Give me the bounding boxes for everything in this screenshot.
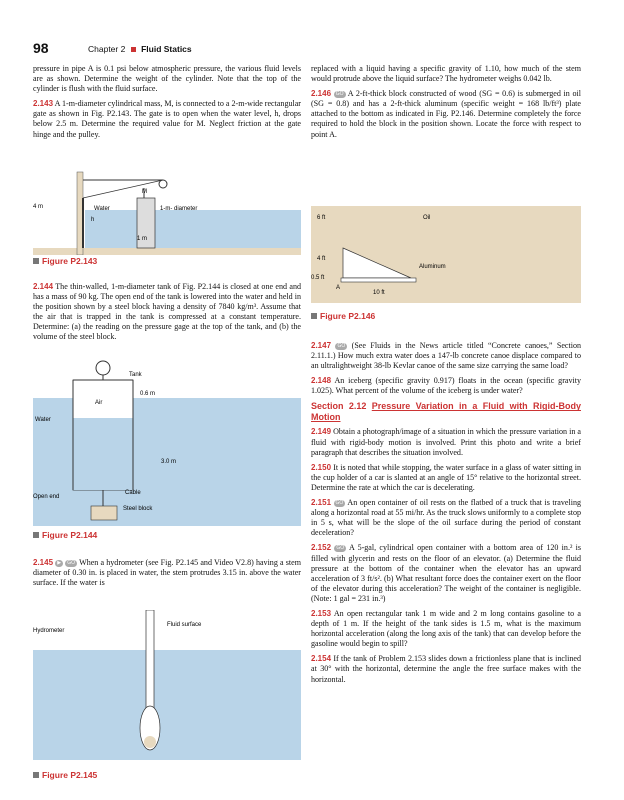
label-3-0m: 3.0 m [161,459,177,465]
go-badge: GO [336,545,345,552]
problem-2-152 [311,543,581,604]
paragraph-continued: pressure in pipe A is 0.1 psi below atmospheric pressure, the various fluid levels are as shown. Determine the weight of the cylinder. Note that the top of the cylinder is flush with the fluid surface. [33,64,301,94]
go-badge: GO [335,500,344,507]
problem-text: The thin-walled, 1-m-diameter tank of Fig. P2.144 is closed at one end and has a mass of 90 kg. The open end of the tank is lowered into the water and held in the position shown by a steel block having a density of 7840 kg/m³. Assume that the air that is trapped in the tank is compressed at a constant temperature. Determine: (a) the reading on the pressure gage at the top of the tank, and (b) the volume of the steel block. [33,282,301,342]
label-4m: 4 m [33,204,44,210]
label-cable: Cable [125,490,141,496]
problem-2-150 [311,463,581,493]
figure-p2-145 [33,610,301,760]
figure-caption-p2-145 [33,770,97,780]
problem-number: 2.143 [33,99,54,109]
problem-2-149 [311,427,581,457]
label-6ft: 6 ft [317,215,326,221]
problem-2-146 [311,89,581,139]
chapter-label: Chapter 2 [88,44,126,54]
page-number: 98 [33,40,49,56]
label-M: M [142,189,147,195]
problem-2-153 [311,609,581,649]
label-0-5ft: 0.5 ft [311,275,325,281]
label-0-6m: 0.6 m [140,391,156,397]
label-water: Water [94,206,110,212]
chapter-header [88,44,192,54]
problem-2-147 [311,341,581,371]
left-column-mid [33,282,301,348]
problem-number: 2.150 [311,462,332,472]
go-badge: GO [67,560,76,566]
label-open-end: Open end [33,494,60,500]
right-column-bottom [311,341,581,690]
problem-text: When a hydrometer (see Fig. P2.145 and Video V2.8) having a stem diameter of 0.30 in. is placed in water, the stem protrudes 3.15 in. above the water surface. If the water is [33,558,301,588]
figure-p2-146 [311,178,581,303]
label-aluminum: Aluminum [419,264,446,270]
problem-text: An open container of oil rests on the flatbed of a truck that is traveling along a horizontal road at 55 mi/hr. As the truck slows uniformly to a complete stop in 5 s, what will be the slope of the oil surface during the period of constant deceleration? [311,498,581,538]
problem-text: A 5-gal, cylindrical open container with a bottom area of 120 in.² is filled with glycerin and rests on the floor of an elevator. (a) Determine the fluid pressure at the bottom of the container when the elevator has an upward acceleration of 3 ft/s². (b) What resultant force does the container exert on the floor of the elevator during this acceleration? The weight of the container is negligible. (Note: 1 gal = 231 in.³) [311,543,582,603]
right-column-top [311,64,581,145]
problem-number: 2.152 [311,543,332,553]
label-h: h [91,217,95,223]
label-oil: Oil [423,215,431,221]
problem-text: It is noted that while stopping, the water surface in a glass of water sitting in the cup holder of a car is slanted at an angle of 15° relative to the horizontal street. Determine the rate at which the car is decelerating. [311,462,581,492]
label-1m: 1 m [137,236,148,242]
label-steel-block: Steel block [123,506,153,512]
ground [33,248,301,255]
hydrometer-stem [146,610,154,710]
label-10ft: 10 ft [373,290,385,296]
figure-caption-p2-143 [33,256,97,266]
problem-2-145 [33,558,301,588]
pressure-gage [96,361,110,375]
problem-number: 2.146 [311,89,332,99]
problem-text: An iceberg (specific gravity 0.917) floats in the ocean (specific gravity 1.025). What percent of the volume of the iceberg is under water? [311,376,581,396]
problem-text: A 2-ft-thick block constructed of wood (SG = 0.6) is submerged in oil (SG = 0.8) and has a 2-ft-thick aluminum (specific weight = 168 lb/ft³) plate attached to the bottom as indicated in Fig. P2.146. Determine completely the force required to hold the block in the position shown. Locate the force with respect to point A. [311,89,581,139]
problem-number: 2.153 [311,608,332,618]
figure-p2-144 [33,358,301,528]
problem-2-143 [33,99,301,139]
caption-text: Figure P2.145 [42,770,98,780]
section-title: Pressure Variation in a Fluid with Rigid-Body Motion [311,401,581,423]
caption-text: Figure P2.146 [320,311,376,321]
problem-number: 2.149 [311,427,332,437]
problem-number: 2.147 [311,341,332,350]
problem-number: 2.145 [33,558,54,567]
label-fluid-surface: Fluid surface [167,622,202,628]
problem-text: Obtain a photograph/image of a situation in which the pressure variation in a fluid with rigid-body motion is involved. Print this photo and write a brief paragraph that describes the situation involved. [311,427,581,457]
label-air: Air [95,400,103,406]
water-region [33,650,301,760]
water-region [85,210,301,250]
caption-text: Figure P2.144 [42,530,98,540]
video-badge: ▶ [57,560,62,566]
label-hydrometer: Hydrometer [33,628,65,634]
label-4ft: 4 ft [317,256,326,262]
left-column-bottom [33,558,301,593]
figure-p2-143 [33,160,301,255]
go-badge: GO [335,91,344,98]
left-column-top [33,64,301,145]
label-point-A: A [336,285,341,291]
problem-number: 2.154 [311,654,332,664]
section-heading [311,401,581,423]
problem-number: 2.151 [311,498,332,508]
paragraph-continued: replaced with a liquid having a specific gravity of 1.10, how much of the stem would protrude above the liquid surface? The hydrometer weighs 0.042 lb. [311,64,581,84]
steel-block [91,506,117,520]
problem-text: (See Fluids in the News article titled “Concrete canoes,” Section 2.11.1.) How much extra water does a 147-lb concrete canoe displace compared to an ultralightweight 38-lb Kevlar canoe of the same size carrying the same load? [311,341,582,371]
problem-2-144 [33,282,301,343]
go-badge: GO [337,343,346,349]
chapter-title: Fluid Statics [141,44,192,54]
figure-caption-p2-146 [311,311,375,321]
problem-text: If the tank of Problem 2.153 slides down a frictionless plane that is inclined at 30° with the horizontal, determine the angle the free surface makes with the horizontal. [311,654,581,684]
section-label: Section 2.12 [311,401,367,412]
aluminum-plate [341,278,416,282]
problem-2-154 [311,654,581,684]
caption-text: Figure P2.143 [42,256,98,266]
problem-number: 2.144 [33,282,54,291]
label-tank: Tank [129,372,142,378]
problem-2-148 [311,376,581,396]
label-water: Water [35,417,51,423]
problem-text: An open rectangular tank 1 m wide and 2 m long contains gasoline to a depth of 1 m. If the height of the tank sides is 1.5 m, what is the maximum horizontal acceleration (along the long axis of the tank) that can develop before the gasoline would begin to spill? [311,608,581,649]
label-diameter: 1-m- diameter [160,206,198,212]
problem-number: 2.148 [311,376,332,386]
problem-2-151 [311,498,581,538]
figure-caption-p2-144 [33,530,97,540]
problem-text: A 1-m-diameter cylindrical mass, M, is connected to a 2-m-wide rectangular gate as shown in Fig. P2.143. The gate is to open when the water level, h, drops below 2.5 m. Determine the required value for M. Neglect friction at the gate hinge and the pulley. [33,99,301,139]
